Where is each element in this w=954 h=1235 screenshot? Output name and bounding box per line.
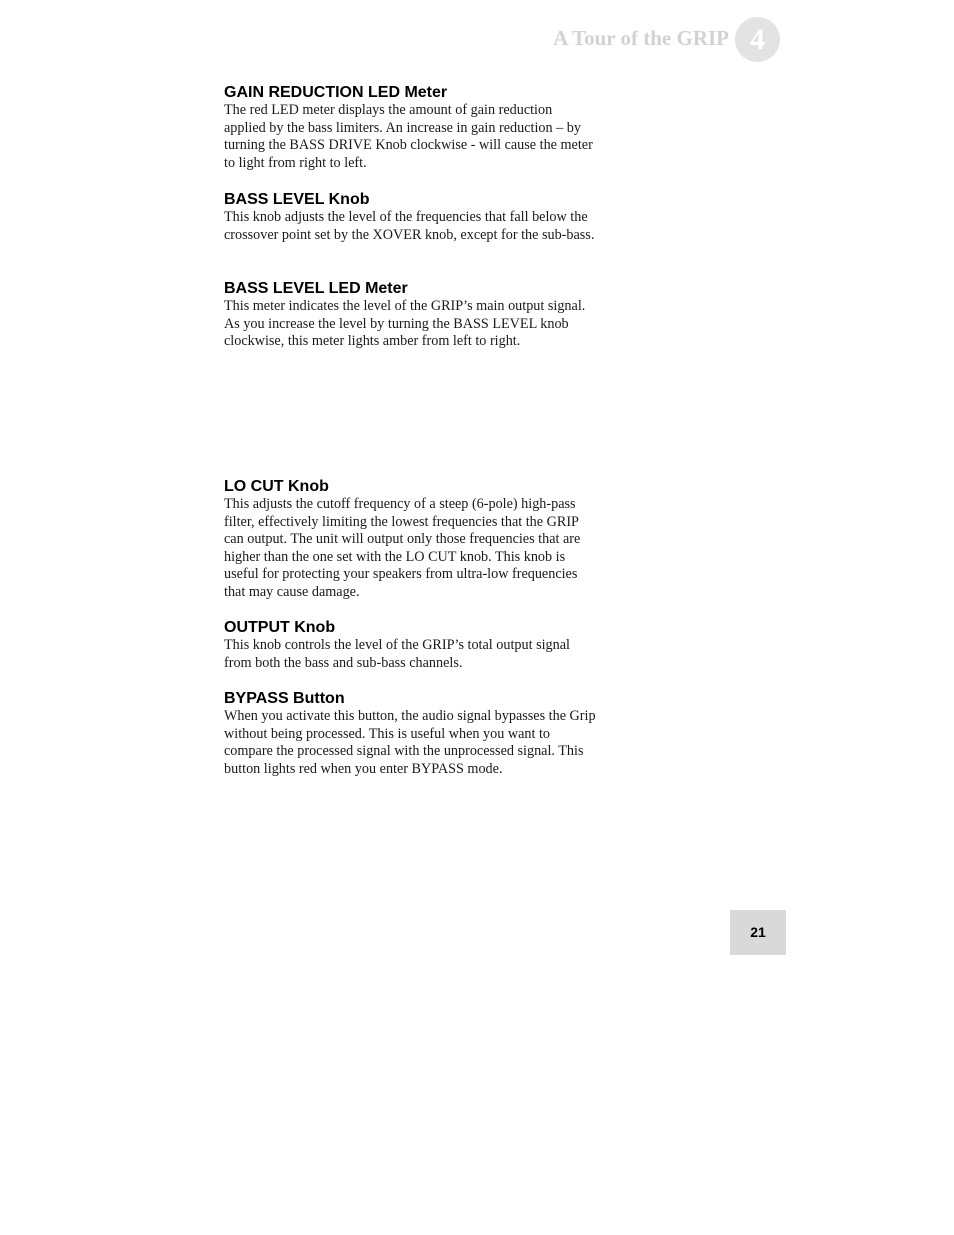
section-heading: BYPASS Button (224, 690, 345, 707)
chapter-number-badge: 4 (735, 17, 780, 62)
section-heading: LO CUT Knob (224, 478, 329, 495)
section-body: This meter indicates the level of the GRIP’s main output signal. As you increase the level by turning the BASS LEVEL knob clockwise, this meter lights amber from left to right. (224, 298, 586, 350)
section-heading: GAIN REDUCTION LED Meter (224, 84, 448, 101)
section-body: This knob adjusts the level of the frequencies that fall below the crossover point set by the XOVER knob, except for the sub-bass. (224, 209, 595, 243)
section-heading: BASS LEVEL LED Meter (224, 280, 408, 297)
section-bass-level-knob (224, 191, 596, 244)
section-bass-level-led-meter (224, 280, 596, 351)
section-body: When you activate this button, the audio signal bypasses the Grip without being processed. This is useful when you want to compare the processed signal with the unprocessed signal. This button lights red when you enter BYPASS mode. (224, 708, 596, 777)
section-body: The red LED meter displays the amount of gain reduction applied by the bass limiters. An increase in gain reduction – by turning the BASS DRIVE Knob clockwise - will cause the meter to light from right to left. (224, 102, 593, 171)
chapter-title: A Tour of the GRIP (553, 26, 729, 50)
section-body: This adjusts the cutoff frequency of a steep (6-pole) high-pass filter, effectively limiting the lowest frequencies that the GRIP can output. The unit will output only those frequencies that are higher than the one set with the LO CUT knob. This knob is useful for protecting your speakers from ultra-low frequencies that may cause damage. (224, 496, 581, 600)
section-lo-cut-knob (224, 478, 596, 602)
section-body: This knob controls the level of the GRIP’s total output signal from both the bass and sub-bass channels. (224, 637, 570, 671)
section-gain-reduction-led-meter (224, 84, 596, 172)
section-output-knob (224, 619, 596, 672)
section-bypass-button (224, 690, 596, 778)
section-heading: BASS LEVEL Knob (224, 191, 370, 208)
page-number: 21 (730, 910, 786, 955)
section-heading: OUTPUT Knob (224, 619, 336, 636)
